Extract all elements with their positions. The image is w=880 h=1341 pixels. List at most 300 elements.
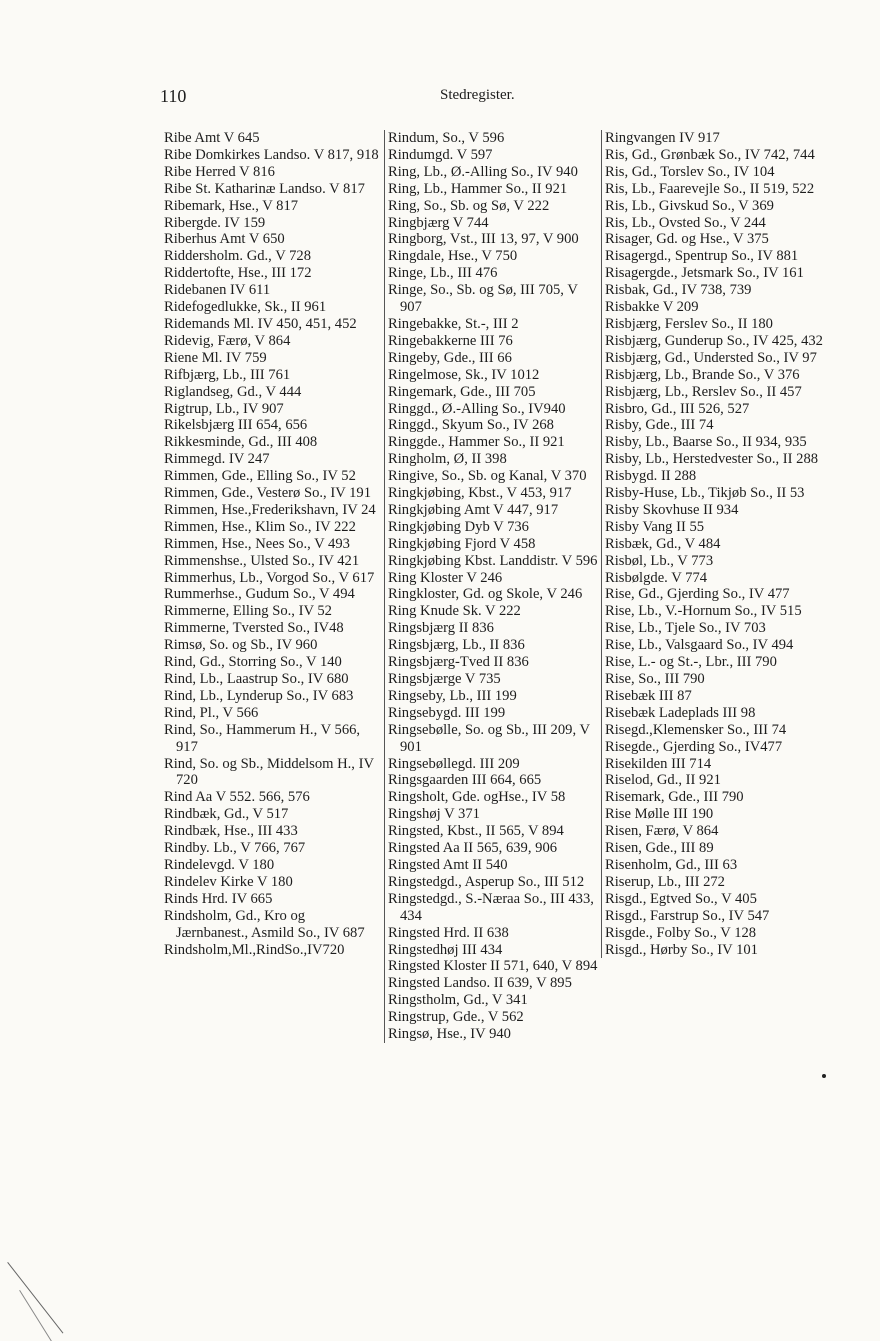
index-entry — [605, 705, 824, 722]
index-entry — [164, 198, 380, 215]
index-entry — [164, 367, 380, 384]
index-entry — [388, 975, 602, 992]
index-entry-text: Rinds Hrd. IV 665 — [164, 890, 273, 907]
index-entry — [605, 384, 824, 401]
index-entry — [605, 299, 824, 316]
index-entry — [605, 333, 824, 350]
index-entry — [388, 942, 602, 959]
index-entry — [388, 451, 602, 468]
index-entry — [164, 806, 380, 823]
index-entry-text: Ringshøj V 371 — [388, 806, 480, 823]
index-entry — [388, 231, 602, 248]
index-entry — [164, 417, 380, 434]
index-entry — [605, 468, 824, 485]
index-entry — [388, 891, 602, 925]
index-entry-text: Ribe Herred V 816 — [164, 163, 275, 180]
index-entry-text: Risbjærg, Lb., Rerslev So., II 457 — [605, 383, 802, 400]
index-entry — [388, 586, 602, 603]
index-entry-text: Rimmen, Gde., Vesterø So., IV 191 — [164, 485, 372, 502]
page-header — [160, 86, 820, 110]
index-entry — [388, 215, 602, 232]
index-entry — [605, 198, 824, 215]
index-entry-text: Ringsted Kloster II 571, 640, V 894 — [388, 958, 598, 975]
index-entry — [164, 248, 380, 265]
index-entry — [164, 401, 380, 418]
index-entry-text: Ringsbjærge V 735 — [388, 671, 501, 687]
index-entry-text: Rise, Gd., Gjerding So., IV 477 — [605, 586, 790, 603]
index-entry — [164, 265, 380, 282]
index-entry-text: Ridemands Ml. IV 450, 451, 452 — [164, 315, 357, 332]
index-entry — [164, 536, 380, 553]
index-entry — [388, 536, 602, 553]
index-entry-text: Rind, So. og Sb., Middelsom H., IV 720 — [164, 755, 374, 789]
index-entry — [605, 485, 824, 502]
index-entry — [605, 942, 824, 959]
index-entry — [164, 231, 380, 248]
index-entry-text: Risby, Lb., Baarse So., II 934, 935 — [605, 434, 807, 451]
index-entry-text: Rind, Lb., Laastrup So., IV 680 — [164, 671, 349, 687]
index-entry-text: Rise, So., III 790 — [605, 671, 705, 687]
index-entry-text: Ring, Lb., Hammer So., II 921 — [388, 180, 568, 197]
index-entry-text: Ringdale, Hse., V 750 — [388, 248, 518, 265]
index-entry-text: Rindbæk, Hse., III 433 — [164, 823, 298, 840]
index-entry-text: Ringholm, Ø, II 398 — [388, 451, 507, 468]
index-entry — [388, 688, 602, 705]
index-entry — [164, 384, 380, 401]
index-entry — [164, 840, 380, 857]
index-entry — [605, 401, 824, 418]
index-entry — [605, 417, 824, 434]
index-entry-text: Ringstrup, Gde., V 562 — [388, 1009, 524, 1026]
index-entry-text: Ringkjøbing Kbst. Landdistr. V 596 — [388, 552, 598, 569]
index-entry — [388, 519, 602, 536]
index-entry — [164, 164, 380, 181]
index-entry-text: Riene Ml. IV 759 — [164, 349, 267, 366]
index-entry — [605, 367, 824, 384]
index-entry-text: Ribe Domkirkes Landso. V 817, 918 — [164, 146, 379, 163]
index-entry — [164, 130, 380, 147]
index-entry-text: Ring, Lb., Ø.-Alling So., IV 940 — [388, 163, 578, 180]
index-entry-text: Ringgd., Skyum So., IV 268 — [388, 417, 554, 434]
index-entry-text: Ridevig, Færø, V 864 — [164, 332, 291, 349]
index-entry-text: Risbøl, Lb., V 773 — [605, 552, 714, 569]
index-entry — [164, 620, 380, 637]
index-entry — [388, 553, 602, 570]
index-entry — [388, 722, 602, 756]
index-entry-text: Rise, Lb., Tjele So., IV 703 — [605, 620, 766, 637]
index-entry-text: Rindum, So., V 596 — [388, 130, 505, 146]
index-entry-text: Rise, Lb., V.-Hornum So., IV 515 — [605, 603, 802, 620]
index-entry-text: Ringebakke, St.-, III 2 — [388, 315, 519, 332]
index-entry — [605, 620, 824, 637]
index-entry-text: Ring Knude Sk. V 222 — [388, 603, 521, 620]
index-entry — [605, 806, 824, 823]
index-entry — [164, 637, 380, 654]
index-entry-text: Risbjærg, Ferslev So., II 180 — [605, 315, 773, 332]
index-entry — [388, 958, 602, 975]
index-entry-text: Ringkjøbing, Kbst., V 453, 917 — [388, 485, 572, 502]
index-entry — [605, 772, 824, 789]
index-column-1 — [164, 130, 380, 958]
index-entry-text: Rind, Gd., Storring So., V 140 — [164, 654, 342, 671]
index-entry — [605, 553, 824, 570]
index-entry-text: Risen, Færø, V 864 — [605, 823, 719, 840]
index-entry — [388, 1026, 602, 1043]
index-entry — [388, 671, 602, 688]
index-entry-text: Ribe St. Katharinæ Landso. V 817 — [164, 180, 365, 197]
index-entry — [605, 215, 824, 232]
index-entry — [164, 215, 380, 232]
index-entry — [605, 147, 824, 164]
index-entry-text: Rimmerne, Tversted So., IV48 — [164, 620, 344, 637]
index-entry — [388, 468, 602, 485]
index-entry-text: Risby Skovhuse II 934 — [605, 501, 739, 518]
index-entry-text: Ringsgaarden III 664, 665 — [388, 772, 542, 789]
index-entry — [605, 857, 824, 874]
index-entry — [605, 586, 824, 603]
index-entry-text: Risgd., Farstrup So., IV 547 — [605, 907, 770, 924]
index-entry — [605, 350, 824, 367]
index-entry-text: Riberhus Amt V 650 — [164, 231, 285, 248]
index-entry-text: Ringsebygd. III 199 — [388, 704, 506, 721]
index-entry — [388, 181, 602, 198]
index-entry — [388, 265, 602, 282]
index-entry — [605, 519, 824, 536]
index-entry-text: Rimmen, Hse., Nees So., V 493 — [164, 535, 350, 552]
index-entry — [388, 130, 602, 147]
index-entry-text: Rimmerne, Elling So., IV 52 — [164, 603, 332, 620]
index-entry — [388, 248, 602, 265]
index-entry-text: Ringsebølle, So. og Sb., III 209, V 901 — [388, 721, 590, 755]
index-entry — [388, 384, 602, 401]
index-entry — [388, 417, 602, 434]
index-entry-text: Ris, Lb., Ovsted So., V 244 — [605, 214, 766, 231]
index-entry — [164, 654, 380, 671]
index-entry-text: Ris, Lb., Givskud So., V 369 — [605, 197, 774, 214]
index-entry — [164, 316, 380, 333]
index-entry-text: Risen, Gde., III 89 — [605, 840, 714, 857]
index-entry — [605, 434, 824, 451]
index-entry-text: Ringemark, Gde., III 705 — [388, 383, 536, 400]
index-entry — [388, 874, 602, 891]
index-entry — [164, 688, 380, 705]
index-entry-text: Risegde., Gjerding So., IV477 — [605, 738, 783, 755]
index-entry — [164, 586, 380, 603]
index-entry — [164, 485, 380, 502]
index-entry-text: Rimsø, So. og Sb., IV 960 — [164, 637, 318, 654]
index-entry — [164, 553, 380, 570]
index-entry — [388, 434, 602, 451]
index-entry-text: Ringsbjærg-Tved II 836 — [388, 654, 529, 671]
index-entry — [388, 789, 602, 806]
index-entry — [164, 942, 380, 959]
index-entry — [164, 333, 380, 350]
index-entry-text: Ringive, So., Sb. og Kanal, V 370 — [388, 468, 587, 485]
index-entry — [605, 671, 824, 688]
index-entry — [388, 772, 602, 789]
index-entry-text: Rindby. Lb., V 766, 767 — [164, 840, 306, 857]
index-entry-text: Ringsbjærg II 836 — [388, 620, 494, 637]
index-entry — [388, 620, 602, 637]
index-entry — [388, 1009, 602, 1026]
index-entry-text: Rimmen, Hse.,Frederikshavn, IV 24 — [164, 501, 376, 518]
index-entry — [605, 536, 824, 553]
index-entry-text: Ringsted Landso. II 639, V 895 — [388, 975, 572, 992]
index-entry-text: Ringe, Lb., III 476 — [388, 265, 498, 282]
index-entry — [388, 705, 602, 722]
index-entry — [605, 722, 824, 739]
index-entry-text: Ring, So., Sb. og Sø, V 222 — [388, 197, 550, 214]
scan-corner-mark — [7, 1262, 63, 1334]
index-entry-text: Rindbæk, Gd., V 517 — [164, 806, 289, 823]
index-entry — [164, 434, 380, 451]
index-entry-text: Rindelevgd. V 180 — [164, 856, 275, 873]
index-entry — [164, 147, 380, 164]
index-entry — [388, 756, 602, 773]
index-entry-text: Rise Mølle III 190 — [605, 806, 714, 823]
index-entry-text: Risby-Huse, Lb., Tikjøb So., II 53 — [605, 485, 805, 502]
index-entry-text: Ringstholm, Gd., V 341 — [388, 992, 528, 1009]
index-entry-text: Risbro, Gd., III 526, 527 — [605, 400, 750, 417]
index-entry — [164, 181, 380, 198]
index-entry — [388, 401, 602, 418]
index-entry-text: Ribemark, Hse., V 817 — [164, 197, 299, 214]
index-entry-text: Risbjærg, Gd., Understed So., IV 97 — [605, 349, 817, 366]
index-entry — [605, 248, 824, 265]
index-entry — [164, 451, 380, 468]
index-entry-text: Rimmen, Gde., Elling So., IV 52 — [164, 468, 356, 485]
index-entry-text: Riselod, Gd., II 921 — [605, 772, 721, 789]
index-entry — [388, 485, 602, 502]
index-entry — [388, 654, 602, 671]
index-entry-text: Ringkjøbing Amt V 447, 917 — [388, 501, 559, 518]
index-entry-text: Rifbjærg, Lb., III 761 — [164, 366, 291, 383]
index-entry-text: Rummerhse., Gudum So., V 494 — [164, 586, 355, 603]
index-entry-text: Rikkesminde, Gd., III 408 — [164, 434, 318, 451]
index-entry-text: Rindumgd. V 597 — [388, 146, 493, 163]
index-entry — [164, 468, 380, 485]
index-entry-text: Ringsted, Kbst., II 565, V 894 — [388, 823, 564, 840]
index-entry-text: Ringsted Amt II 540 — [388, 856, 508, 873]
index-entry-text: Risbjærg, Gunderup So., IV 425, 432 — [605, 332, 823, 349]
index-entry — [605, 874, 824, 891]
index-entry — [388, 147, 602, 164]
index-entry-text: Risbæk, Gd., V 484 — [605, 535, 721, 552]
index-entry-text: Ringsted Aa II 565, 639, 906 — [388, 840, 558, 857]
index-entry — [605, 823, 824, 840]
index-entry-text: Rise, L.- og St.-, Lbr., III 790 — [605, 654, 777, 671]
index-entry — [164, 570, 380, 587]
index-entry-text: Ris, Lb., Faarevejle So., II 519, 522 — [605, 180, 815, 197]
index-entry — [388, 925, 602, 942]
index-entry — [164, 756, 380, 790]
index-entry — [388, 806, 602, 823]
index-entry — [388, 857, 602, 874]
index-entry — [605, 502, 824, 519]
index-entry — [164, 789, 380, 806]
index-entry — [605, 603, 824, 620]
index-entry — [388, 637, 602, 654]
index-entry-text: Ringelmose, Sk., IV 1012 — [388, 366, 540, 383]
index-entry-text: Risekilden III 714 — [605, 755, 712, 772]
index-entry-text: Ringsholt, Gde. ogHse., IV 58 — [388, 789, 566, 806]
index-entry — [605, 316, 824, 333]
index-column-3 — [601, 130, 824, 958]
index-entry-text: Ribergde. IV 159 — [164, 214, 266, 231]
index-entry — [605, 265, 824, 282]
index-entry-text: Risegd.,Klemensker So., III 74 — [605, 721, 787, 738]
index-entry — [388, 198, 602, 215]
index-entry — [388, 570, 602, 587]
index-entry — [605, 739, 824, 756]
index-entry — [164, 857, 380, 874]
index-entry — [164, 874, 380, 891]
index-entry — [605, 925, 824, 942]
index-entry — [605, 181, 824, 198]
index-entry-text: Risebæk III 87 — [605, 687, 692, 704]
index-entry-text: Riglandseg, Gd., V 444 — [164, 383, 302, 400]
index-entry-text: Rind, Lb., Lynderup So., IV 683 — [164, 687, 354, 704]
index-entry-text: Risbjærg, Lb., Brande So., V 376 — [605, 366, 800, 383]
index-entry-text: Ringsebøllegd. III 209 — [388, 755, 520, 772]
index-entry — [605, 840, 824, 857]
index-entry — [605, 756, 824, 773]
index-entry-text: Risby, Lb., Herstedvester So., II 288 — [605, 451, 819, 468]
index-entry — [605, 789, 824, 806]
index-entry-text: Ringgde., Hammer So., II 921 — [388, 434, 565, 451]
index-entry-text: Rigtrup, Lb., IV 907 — [164, 400, 284, 417]
index-entry-text: Rindelev Kirke V 180 — [164, 873, 293, 890]
index-entry-text: Riddertofte, Hse., III 172 — [164, 265, 312, 282]
index-entry-text: Ringeby, Gde., III 66 — [388, 349, 512, 366]
index-column-2 — [384, 130, 602, 1043]
index-entry — [388, 502, 602, 519]
index-entry-text: Ringvangen IV 917 — [605, 130, 720, 146]
index-entry-text: Risbølgde. V 774 — [605, 569, 708, 586]
index-entry-text: Rimmegd. IV 247 — [164, 451, 270, 468]
index-entry — [605, 637, 824, 654]
index-entry-text: Rind, So., Hammerum H., V 566, 917 — [164, 721, 361, 755]
index-entry — [164, 823, 380, 840]
index-entry — [164, 603, 380, 620]
index-entry-text: Ring Kloster V 246 — [388, 569, 503, 586]
index-entry-text: Risgd., Hørby So., IV 101 — [605, 941, 758, 958]
index-entry — [388, 603, 602, 620]
index-entry-text: Risemark, Gde., III 790 — [605, 789, 744, 806]
index-entry-text: Risbygd. II 288 — [605, 468, 697, 485]
index-entry-text: Rind, Pl., V 566 — [164, 704, 259, 721]
index-entry-text: Ringebakkerne III 76 — [388, 332, 513, 349]
index-entry — [164, 908, 380, 942]
index-entry-text: Ris, Gd., Grønbæk So., IV 742, 744 — [605, 146, 815, 163]
index-entry-text: Ridebanen IV 611 — [164, 282, 271, 299]
index-entry — [388, 282, 602, 316]
index-entry — [164, 502, 380, 519]
index-entry-text: Ringe, So., Sb. og Sø, III 705, V 907 — [388, 282, 578, 316]
index-entry — [605, 891, 824, 908]
index-entry-text: Risagergd., Spentrup So., IV 881 — [605, 248, 799, 265]
index-entry-text: Ringkjøbing Fjord V 458 — [388, 535, 536, 552]
index-entry — [388, 350, 602, 367]
index-entry-text: Rimmen, Hse., Klim So., IV 222 — [164, 518, 356, 535]
index-entry-text: Ris, Gd., Torslev So., IV 104 — [605, 163, 775, 180]
index-entry — [388, 992, 602, 1009]
index-entry-text: Risager, Gd. og Hse., V 375 — [605, 231, 769, 248]
index-entry — [605, 130, 824, 147]
index-entry-text: Rise, Lb., Valsgaard So., IV 494 — [605, 637, 794, 654]
index-entry-text: Rindsholm, Gd., Kro og Jærnbanest., Asmild So., IV 687 — [164, 907, 365, 941]
index-entry-text: Risbakke V 209 — [605, 299, 699, 316]
index-entry-text: Risagergde., Jetsmark So., IV 161 — [605, 265, 804, 282]
index-entry-text: Ringbjærg V 744 — [388, 214, 489, 231]
index-entry — [605, 688, 824, 705]
index-entry — [605, 451, 824, 468]
index-entry-text: Risgde., Folby So., V 128 — [605, 924, 757, 941]
index-entry-text: Ringkjøbing Dyb V 736 — [388, 518, 529, 535]
index-entry-text: Ridefogedlukke, Sk., II 961 — [164, 299, 327, 316]
index-entry-text: Risebæk Ladeplads III 98 — [605, 704, 756, 721]
index-entry-text: Ribe Amt V 645 — [164, 130, 260, 146]
index-entry — [164, 705, 380, 722]
index-entry — [605, 654, 824, 671]
index-entry — [164, 671, 380, 688]
index-entry-text: Rindsholm,Ml.,RindSo.,IV720 — [164, 941, 345, 958]
index-entry — [164, 519, 380, 536]
ink-dot — [822, 1074, 826, 1078]
index-entry — [605, 282, 824, 299]
index-entry — [164, 722, 380, 756]
index-entry — [388, 823, 602, 840]
index-entry — [388, 333, 602, 350]
index-entry-text: Rikelsbjærg III 654, 656 — [164, 417, 308, 434]
index-entry-text: Rind Aa V 552. 566, 576 — [164, 789, 310, 806]
index-entry-text: Ringsted Hrd. II 638 — [388, 924, 509, 941]
index-entry-text: Ringsø, Hse., IV 940 — [388, 1026, 511, 1043]
index-entry-text: Risbak, Gd., IV 738, 739 — [605, 282, 752, 299]
index-entry-text: Ringkloster, Gd. og Skole, V 246 — [388, 586, 583, 603]
index-entry-text: Riserup, Lb., III 272 — [605, 873, 725, 890]
index-entry — [164, 282, 380, 299]
index-entry-text: Ringgd., Ø.-Alling So., IV940 — [388, 400, 566, 417]
index-entry — [164, 350, 380, 367]
index-entry — [388, 840, 602, 857]
index-entry — [388, 316, 602, 333]
page-number: 110 — [160, 86, 187, 106]
index-entry-text: Ringsbjærg, Lb., II 836 — [388, 637, 525, 654]
index-entry-text: Risenholm, Gd., III 63 — [605, 856, 738, 873]
index-entry — [164, 891, 380, 908]
index-entry — [605, 164, 824, 181]
running-title: Stedregister. — [440, 87, 515, 103]
index-entry-text: Ringstedgd., Asperup So., III 512 — [388, 873, 585, 890]
index-entry-text: Risby, Gde., III 74 — [605, 417, 714, 434]
index-entry — [605, 908, 824, 925]
index-entry-text: Ringstedgd., S.-Næraa So., III 433, 434 — [388, 890, 594, 924]
index-entry — [388, 367, 602, 384]
index-entry — [164, 299, 380, 316]
index-entry — [605, 570, 824, 587]
index-entry — [605, 231, 824, 248]
index-entry — [388, 164, 602, 181]
index-entry-text: Riddersholm. Gd., V 728 — [164, 248, 312, 265]
index-entry-text: Ringstedhøj III 434 — [388, 941, 503, 958]
index-entry-text: Risby Vang II 55 — [605, 518, 705, 535]
index-entry-text: Ringseby, Lb., III 199 — [388, 687, 517, 704]
index-entry-text: Rimmenshse., Ulsted So., IV 421 — [164, 552, 360, 569]
index-entry-text: Risgd., Egtved So., V 405 — [605, 890, 757, 907]
index-entry-text: Ringborg, Vst., III 13, 97, V 900 — [388, 231, 579, 248]
index-entry-text: Rimmerhus, Lb., Vorgod So., V 617 — [164, 569, 375, 586]
